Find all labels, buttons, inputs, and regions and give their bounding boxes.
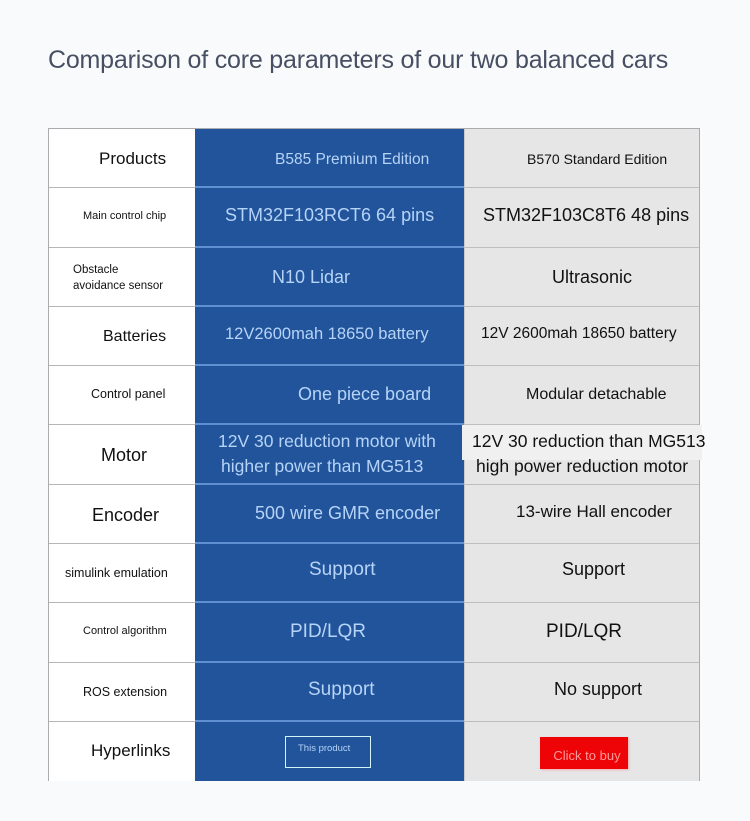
premium-cell-hyperlink [195, 722, 464, 781]
label-text [73, 262, 163, 294]
row-label-main-control-chip [49, 188, 195, 247]
standard-cell-motor [464, 425, 706, 484]
value-text: One piece board [298, 384, 432, 405]
standard-product-name: B570 Standard Edition [527, 151, 668, 167]
value-text: PID/LQR [546, 621, 623, 643]
label-text: simulink emulation [65, 566, 168, 581]
value-text: 500 wire GMR encoder [255, 502, 441, 523]
value-text: No support [554, 678, 643, 699]
row-label-batteries [49, 307, 195, 366]
premium-cell-ros [195, 663, 464, 722]
premium-cell-simulink [195, 544, 464, 603]
value-text: 13-wire Hall encoder [516, 501, 672, 521]
value-line-1: 12V 30 reduction motor with [218, 431, 436, 452]
premium-cell-motor [195, 425, 464, 484]
standard-cell-control-panel [464, 366, 699, 425]
value-text: 12V2600mah 18650 battery [225, 324, 429, 343]
row-label-ros-extension [49, 663, 195, 722]
label-text: Encoder [92, 504, 160, 525]
value-line-1: 12V 30 reduction than MG513 [472, 431, 706, 452]
value-text: STM32F103C8T6 48 pins [483, 205, 690, 226]
comparison-table [48, 128, 706, 781]
value-text: N10 Lidar [272, 266, 351, 287]
premium-product-name: B585 Premium Edition [275, 151, 430, 168]
label-text: Hyperlinks [91, 740, 171, 760]
value-line-2: higher power than MG513 [221, 456, 424, 477]
standard-cell-control-algorithm [464, 603, 699, 662]
value-text: PID/LQR [290, 621, 367, 643]
value-text: Support [309, 559, 376, 581]
premium-cell-batteries [195, 307, 464, 366]
row-label-motor [49, 425, 195, 484]
value-text [472, 429, 706, 479]
row-label-encoder [49, 485, 195, 544]
label-line-1: Obstacle [73, 263, 119, 276]
standard-cell-batteries [464, 307, 699, 366]
premium-cell-control-panel [195, 366, 464, 425]
premium-cell-sensor [195, 248, 464, 307]
label-line-2: avoidance sensor [73, 279, 164, 292]
standard-cell-ros [464, 663, 699, 722]
row-label-control-algorithm [49, 603, 195, 662]
standard-cell-simulink [464, 544, 699, 603]
row-label-products [49, 129, 195, 188]
value-text [218, 429, 436, 479]
premium-cell-control-algorithm [195, 603, 464, 662]
premium-header-cell [195, 129, 464, 188]
standard-cell-hyperlink [464, 722, 699, 781]
this-product-link[interactable]: This product [285, 736, 371, 768]
click-to-buy-button[interactable]: Click to buy [540, 737, 628, 769]
row-label-hyperlinks [49, 722, 195, 781]
value-text: Ultrasonic [552, 266, 633, 287]
label-text: ROS extension [83, 684, 168, 699]
premium-cell-encoder [195, 485, 464, 544]
row-label-control-panel [49, 366, 195, 425]
value-text: Support [562, 559, 626, 580]
label-text: Motor [101, 445, 148, 466]
row-label-obstacle-sensor [49, 248, 195, 307]
value-text: Modular detachable [526, 386, 667, 404]
label-text: Batteries [103, 327, 167, 345]
label-text: Products [99, 149, 167, 168]
page-title: Comparison of core parameters of our two balanced cars [48, 46, 669, 74]
standard-header-cell [464, 129, 699, 188]
standard-cell-chip [464, 188, 699, 247]
value-line-2: high power reduction motor [476, 456, 689, 477]
label-text: Control panel [91, 387, 166, 402]
value-text: Support [308, 678, 375, 700]
row-label-simulink [49, 544, 195, 603]
label-text: Main control chip [83, 210, 167, 223]
value-text: 12V 2600mah 18650 battery [481, 324, 677, 342]
standard-cell-encoder [464, 485, 699, 544]
standard-cell-sensor [464, 248, 699, 307]
value-text: STM32F103RCT6 64 pins [225, 205, 435, 226]
premium-cell-chip [195, 188, 464, 247]
label-text: Control algorithm [83, 625, 167, 638]
